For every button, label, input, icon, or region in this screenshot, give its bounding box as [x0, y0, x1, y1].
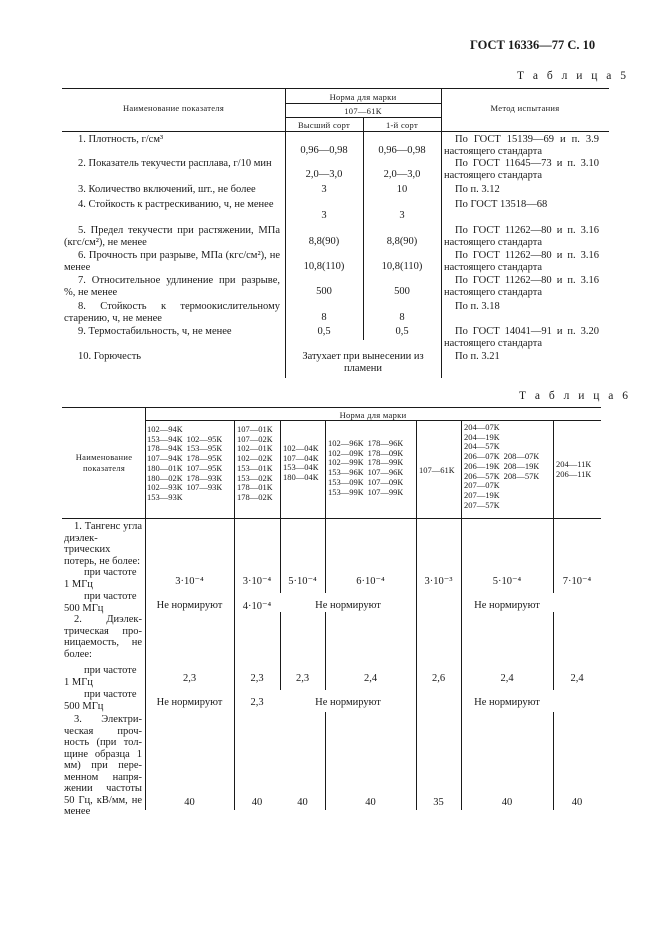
table5-col-grade: 107—61К — [344, 106, 382, 116]
table6-value: 40 — [251, 797, 263, 808]
table5-row-top: 0,5 — [317, 326, 331, 337]
table6-value: 35 — [433, 797, 444, 808]
table5-col-top: Высший сорт — [297, 120, 351, 130]
table5-row-first: 0,5 — [395, 326, 409, 337]
table6-grade-col: 204—11К 206—11К — [556, 459, 592, 479]
table5-row-top: 10,8(110) — [303, 261, 345, 272]
table5-row-name: 9. Термостабильность, ч, не менее — [78, 326, 232, 337]
table5-row-name: 2. Показатель текучести расплава, г/10 мин — [78, 158, 272, 169]
table6-value: 5·10⁻⁴ — [492, 576, 522, 587]
table6-value: 2,4 — [570, 673, 584, 684]
table5-row-name: 7. Относительное удлинение при разрыве, %, не менее — [64, 275, 280, 298]
table5-row-first: 10 — [396, 184, 408, 195]
table6-value: Не нормируют — [474, 600, 540, 611]
table5-row-method: По ГОСТ 14041—91 и п. 3.20 настоящего стандарта — [444, 326, 599, 349]
table6-value: Не нормируют — [315, 600, 381, 611]
table6-row-title: 1. Тангенс угла диэлек-трических потерь, не более: — [64, 521, 142, 568]
table6-grade-col: 107—61К — [419, 465, 455, 475]
table5-row-first: 0,96—0,98 — [378, 145, 426, 156]
table6-value: 4·10⁻⁴ — [242, 601, 272, 612]
table6-grade-col: 107—01К 107—02К 102—01К 102—02К 153—01К 153—02К 178—01К 178—02К — [237, 424, 273, 502]
table6-grade-col: 204—07К 204—19К 204—57К 206—07К 208—07К 206—19К 208—19К 206—57К 208—57К 207—07К 207—19К 207—57К — [464, 422, 540, 510]
table5-row-method: По п. 3.12 — [455, 184, 500, 195]
table5-row-top: 8 — [321, 312, 327, 323]
table6-row-sub: при частоте 500 МГц — [64, 591, 137, 614]
table5-row-merged: Затухает при вынесении из пламени — [302, 351, 424, 374]
table5-col-method: Метод испытания — [490, 103, 560, 113]
table5-row-name: 4. Стойкость к растрескиванию, ч, не менее — [78, 199, 274, 210]
table6-value: Не нормируют — [474, 697, 540, 708]
table5-row-top: 3 — [321, 210, 327, 221]
table6-value: 2,3 — [250, 673, 264, 684]
table6-row-sub: при частоте 1 МГц — [64, 567, 137, 590]
table5-row-first: 8,8(90) — [386, 236, 418, 247]
table5-row-method: По п. 3.21 — [455, 351, 500, 362]
table6-value: 40 — [184, 797, 195, 808]
table5-row-first: 500 — [394, 286, 410, 297]
table6-value: 3·10⁻³ — [424, 576, 453, 587]
table5-row-method: По ГОСТ 11262—80 и п. 3.16 настоящего стандарта — [444, 250, 599, 273]
table5-row-name: 1. Плотность, г/см³ — [78, 134, 164, 145]
table5-row-method: По ГОСТ 13518—68 — [455, 199, 548, 210]
table5-row-top: 0,96—0,98 — [300, 145, 348, 156]
table5-col-name: Наименование показателя — [122, 103, 225, 113]
table5-col-first: 1-й сорт — [385, 120, 419, 130]
table5-label: Т а б л и ц а 5 — [517, 70, 630, 82]
table5-row-first: 2,0—3,0 — [383, 169, 421, 180]
table6-grade-col: 102—04К 107—04К 153—04К 180—04К — [283, 443, 319, 483]
table6-value: 40 — [501, 797, 513, 808]
table5-row-top: 500 — [316, 286, 332, 297]
table6-value: 6·10⁻⁴ — [356, 576, 385, 587]
table5-row-name: 5. Предел текучести при растяжении, МПа (кгс/см²), не менее — [64, 225, 280, 248]
table6-col-name: Наименование показателя — [75, 452, 133, 473]
table5-row-method: По п. 3.18 — [455, 301, 500, 312]
table6-value: 2,4 — [363, 673, 378, 684]
table5-row-method: По ГОСТ 11262—80 и п. 3.16 настоящего стандарта — [444, 275, 599, 298]
table6-value: Не нормируют — [315, 697, 381, 708]
table5-row-first: 3 — [399, 210, 405, 221]
table6-value: Не нормируют — [156, 600, 223, 611]
table6-grade-col: 102—94К 153—94К 102—95К 178—94К 153—95К 107—94К 178—95К 180—01К 107—95К 180—02К 178—93К 102—93К 107—93К 153—93К — [147, 424, 223, 502]
table5-row-name: 6. Прочность при разрыве, МПа (кгс/см²), не менее — [64, 250, 280, 273]
table6-value: 40 — [365, 797, 376, 808]
table5-row-first: 8 — [399, 312, 405, 323]
table6-row-title: 3. Электри-ческая проч-ность (при тол-щине образца 1 мм) при пере-менном напря-жении частоты 50 Гц, кВ/мм, не менее — [64, 714, 142, 817]
page-header: ГОСТ 16336—77 С. 10 — [470, 38, 596, 52]
table5-row-name: 3. Количество включений, шт., не более — [78, 184, 256, 195]
table6-row-title: 2. Диэлек-трическая про-ницаемость, не более: — [64, 614, 142, 661]
table6-value: 2,3 — [295, 673, 310, 684]
table5-row-top: 3 — [321, 184, 327, 195]
table6-grade-col: 102—96К 178—96К 102—09К 178—09К 102—99К 178—99К 153—96К 107—96К 153—09К 107—09К 153—99К 107—99К — [328, 438, 404, 497]
table5-row-top: 2,0—3,0 — [305, 169, 343, 180]
table6-value: 5·10⁻⁴ — [288, 576, 317, 587]
table5-row-method: По ГОСТ 11262—80 и п. 3.16 настоящего стандарта — [444, 225, 599, 248]
table5-row-method: По ГОСТ 15139—69 и п. 3.9 настоящего стандарта — [444, 134, 599, 157]
table6-value: 2,4 — [500, 673, 514, 684]
table5-col-norm: Норма для марки — [329, 92, 397, 102]
table6-value: 3·10⁻⁴ — [175, 576, 204, 587]
table5-row-name: 10. Горючесть — [78, 351, 142, 362]
table5-row-name: 8. Стойкость к термоокислительному старению, ч, не менее — [64, 301, 280, 324]
table6-value: 2,3 — [250, 697, 264, 708]
table6-label: Т а б л и ц а 6 — [519, 390, 632, 402]
table5-row-first: 10,8(110) — [381, 261, 423, 272]
table5-row-top: 8,8(90) — [308, 236, 340, 247]
table5-row-method: По ГОСТ 11645—73 и п. 3.10 настоящего стандарта — [444, 158, 599, 181]
table6-value: 2,3 — [182, 673, 197, 684]
table6-row-sub: при частоте 500 МГц — [64, 689, 137, 712]
table6-col-norm: Норма для марки — [339, 410, 407, 420]
table6-value: 2,6 — [431, 673, 446, 684]
table6-value: 40 — [571, 797, 583, 808]
table6-value: 40 — [297, 797, 308, 808]
table6-value: Не нормируют — [156, 697, 223, 708]
table6-value: 7·10⁻⁴ — [562, 576, 592, 587]
table6-row-sub: при частоте 1 МГц — [64, 665, 137, 688]
table6-value: 3·10⁻⁴ — [242, 576, 272, 587]
